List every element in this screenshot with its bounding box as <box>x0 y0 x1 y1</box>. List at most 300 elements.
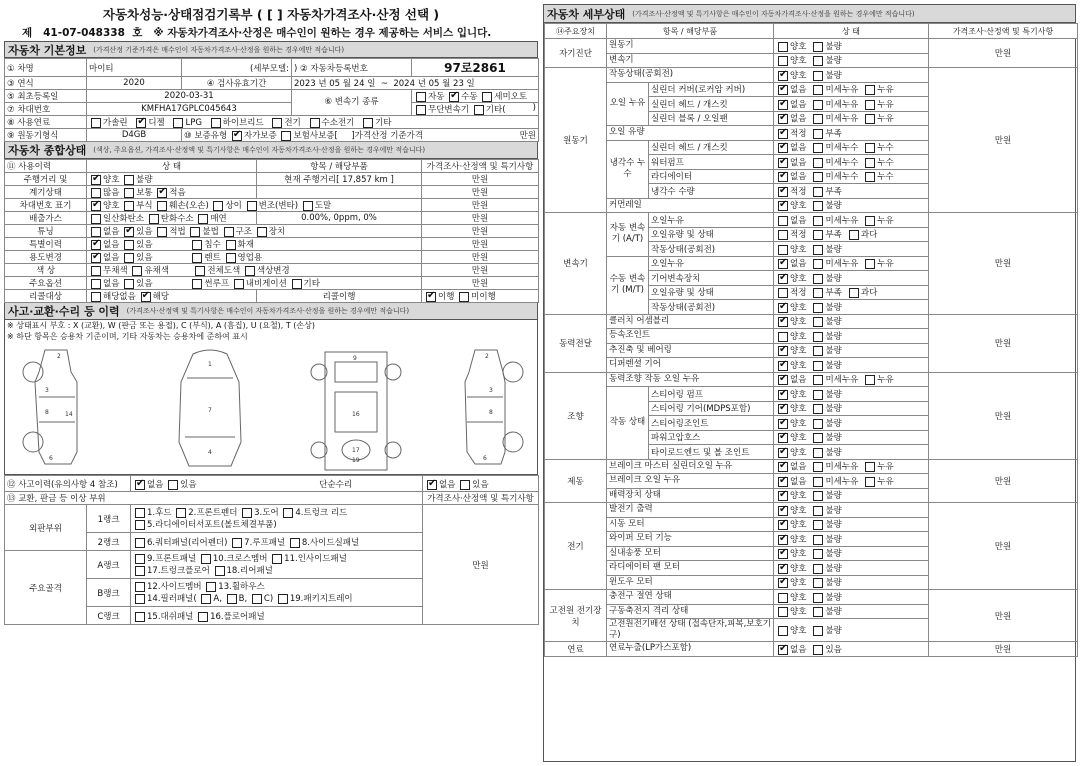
option-label: 있음 <box>180 479 197 490</box>
option-checkbox[interactable] <box>91 279 101 289</box>
option-label: 도말 <box>314 201 332 211</box>
status-checkbox[interactable] <box>778 100 788 110</box>
option-label: 해당없음 <box>103 292 136 302</box>
status-label: 양호 <box>790 244 807 255</box>
status-checkbox[interactable] <box>813 361 823 371</box>
overall-status-table <box>4 159 539 303</box>
option-checkbox[interactable] <box>234 279 244 289</box>
fuel-hybrid-checkbox[interactable] <box>211 118 221 128</box>
recall-notdone-checkbox[interactable] <box>459 292 469 302</box>
option-checkbox[interactable] <box>91 292 101 302</box>
option-checkbox[interactable] <box>124 240 134 250</box>
recall-options <box>422 290 539 303</box>
status-label: 양호 <box>790 360 807 371</box>
row-label: 배출가스 <box>5 212 87 225</box>
status-checkbox[interactable] <box>813 245 823 255</box>
status-options <box>774 285 929 300</box>
status-label: 누유 <box>877 215 894 226</box>
status-checkbox[interactable] <box>813 100 823 110</box>
part-checkbox[interactable] <box>135 566 145 576</box>
status-checkbox[interactable] <box>813 172 823 182</box>
detail-row <box>545 590 1078 605</box>
status-checkbox[interactable] <box>813 274 823 284</box>
basic-info-table <box>4 58 539 142</box>
svg-text:8: 8 <box>45 409 49 416</box>
option-checkbox[interactable] <box>91 214 101 224</box>
status-label: 미세누유 <box>825 85 859 96</box>
fuel-opt-label: 기타 <box>375 118 392 128</box>
fuel-electric-checkbox[interactable] <box>272 118 282 128</box>
status-label: 불량 <box>825 56 842 67</box>
part-checkbox[interactable] <box>252 594 262 604</box>
part-label: 6.쿼터패널(리어펜더) <box>147 537 228 548</box>
row-label: 튜닝 <box>5 225 87 238</box>
status-label: 없음 <box>790 375 807 386</box>
option-checkbox[interactable] <box>124 175 134 185</box>
option-label: 없음 <box>103 253 120 263</box>
status-label: 미세누유 <box>825 114 859 125</box>
status-checkbox[interactable] <box>813 607 823 617</box>
option-checkbox[interactable] <box>226 253 236 263</box>
status-options <box>774 619 929 642</box>
fuel-lpg-checkbox[interactable] <box>173 118 183 128</box>
detail-h1: ⑭주요장치 <box>545 24 607 39</box>
option-checkbox[interactable] <box>257 227 267 237</box>
status-checkbox[interactable] <box>865 477 875 487</box>
status-checkbox[interactable] <box>778 216 788 226</box>
option-checkbox[interactable] <box>247 201 257 211</box>
part-checkbox[interactable] <box>135 612 145 622</box>
option-checkbox[interactable] <box>192 253 202 263</box>
simple-yes-checkbox[interactable] <box>460 480 470 490</box>
status-checkbox[interactable] <box>813 462 823 472</box>
part-checkbox[interactable] <box>206 582 216 592</box>
fuel-other-checkbox[interactable] <box>363 118 373 128</box>
detail-model-cell <box>182 59 292 77</box>
overall-h1: ⑪ 사용이력 <box>5 160 87 173</box>
left-column <box>4 4 538 762</box>
trans-other-checkbox[interactable] <box>474 105 484 115</box>
trans-manual-checkbox[interactable] <box>449 92 459 102</box>
part-checkbox[interactable] <box>135 520 145 530</box>
option-checkbox[interactable] <box>91 227 101 237</box>
trans-semi-checkbox[interactable] <box>482 92 492 102</box>
status-label: 미세누유 <box>825 462 859 473</box>
status-label: 불량 <box>825 592 842 603</box>
option-checkbox[interactable] <box>192 279 202 289</box>
status-checkbox[interactable] <box>865 143 875 153</box>
status-options <box>774 358 929 373</box>
price-cell: 만원 <box>422 212 539 225</box>
status-checkbox[interactable] <box>813 375 823 385</box>
status-label: 불량 <box>825 244 842 255</box>
status-checkbox[interactable] <box>865 462 875 472</box>
status-checkbox[interactable] <box>813 85 823 95</box>
status-checkbox[interactable] <box>778 491 788 501</box>
part-checkbox[interactable] <box>278 594 288 604</box>
accident-history-label: ⑫ 사고이력(유의사항 4 참조) <box>5 476 131 492</box>
status-checkbox[interactable] <box>813 129 823 139</box>
detail-status-header <box>544 5 1075 23</box>
item-label: 추진축 및 베어링 <box>607 343 774 358</box>
status-checkbox[interactable] <box>778 85 788 95</box>
status-label: 불량 <box>825 491 842 502</box>
option-checkbox[interactable] <box>141 292 151 302</box>
fuel-opt-label: 전기 <box>284 118 301 128</box>
option-checkbox[interactable] <box>213 201 223 211</box>
option-checkbox[interactable] <box>132 266 142 276</box>
status-checkbox[interactable] <box>813 303 823 313</box>
item-label: 실린더 커버(로커암 커버) <box>649 82 774 97</box>
status-label: 양호 <box>790 549 807 560</box>
status-checkbox[interactable] <box>813 288 823 298</box>
status-checkbox[interactable] <box>813 448 823 458</box>
status-checkbox[interactable] <box>813 477 823 487</box>
part-checkbox[interactable] <box>135 538 145 548</box>
fuel-diesel-checkbox[interactable] <box>136 118 146 128</box>
status-checkbox[interactable] <box>778 626 788 636</box>
status-options <box>774 590 929 605</box>
part-checkbox[interactable] <box>201 554 211 564</box>
status-checkbox[interactable] <box>778 143 788 153</box>
status-checkbox[interactable] <box>813 201 823 211</box>
status-checkbox[interactable] <box>865 375 875 385</box>
price-cell: 만원 <box>422 251 539 264</box>
status-checkbox[interactable] <box>813 535 823 545</box>
option-checkbox[interactable] <box>124 201 134 211</box>
part-checkbox[interactable] <box>135 582 145 592</box>
row-label: 계기상태 <box>5 186 87 199</box>
status-checkbox[interactable] <box>778 549 788 559</box>
row-options <box>87 173 257 186</box>
simple-none-checkbox[interactable] <box>427 480 437 490</box>
status-checkbox[interactable] <box>849 288 859 298</box>
price-cell: 만원 <box>422 199 539 212</box>
svg-text:6: 6 <box>49 455 53 462</box>
option-label: 있음 <box>136 253 153 263</box>
trans-opt-label: 자동 <box>428 92 445 102</box>
overall-status-header <box>4 142 538 159</box>
status-checkbox[interactable] <box>865 172 875 182</box>
part-checkbox[interactable] <box>232 538 242 548</box>
ho-label: 호 <box>132 27 143 39</box>
part-checkbox[interactable] <box>227 594 237 604</box>
status-options <box>774 642 929 657</box>
status-checkbox[interactable] <box>778 172 788 182</box>
trans-auto-checkbox[interactable] <box>416 92 426 102</box>
status-label: 불량 <box>825 433 842 444</box>
status-checkbox[interactable] <box>778 317 788 327</box>
option-checkbox[interactable] <box>91 188 101 198</box>
status-checkbox[interactable] <box>778 361 788 371</box>
item-label: 브레이크 마스터 실린더오일 누유 <box>607 459 774 474</box>
status-checkbox[interactable] <box>778 259 788 269</box>
status-label: 불량 <box>825 201 842 212</box>
status-checkbox[interactable] <box>849 230 859 240</box>
status-checkbox[interactable] <box>865 85 875 95</box>
svg-text:4: 4 <box>208 449 212 456</box>
price-cell: 만원 <box>929 314 1078 372</box>
row-label: 용도변경 <box>5 251 87 264</box>
status-checkbox[interactable] <box>813 259 823 269</box>
option-checkbox[interactable] <box>91 266 101 276</box>
option-checkbox[interactable] <box>124 253 134 263</box>
car-outline-diagram[interactable] <box>5 342 537 474</box>
right-column <box>543 4 1076 762</box>
status-checkbox[interactable] <box>813 506 823 516</box>
status-checkbox[interactable] <box>778 462 788 472</box>
price-unit: 만원 <box>519 131 536 141</box>
status-checkbox[interactable] <box>778 187 788 197</box>
status-label: 미세누유 <box>825 99 859 110</box>
status-options <box>774 488 929 503</box>
status-checkbox[interactable] <box>778 433 788 443</box>
svg-text:3: 3 <box>489 387 493 394</box>
status-label: 없음 <box>790 215 807 226</box>
part-checkbox[interactable] <box>215 566 225 576</box>
item-label: 클러치 어셈블리 <box>607 314 774 329</box>
status-options <box>774 561 929 576</box>
trans-cvt-checkbox[interactable] <box>416 105 426 115</box>
option-checkbox[interactable] <box>91 175 101 185</box>
option-checkbox[interactable] <box>149 214 159 224</box>
status-checkbox[interactable] <box>778 645 788 655</box>
accident-none-checkbox[interactable] <box>135 480 145 490</box>
option-label: 화재 <box>237 240 254 250</box>
status-checkbox[interactable] <box>813 346 823 356</box>
status-label: 불량 <box>825 331 842 342</box>
status-checkbox[interactable] <box>778 448 788 458</box>
part-checkbox[interactable] <box>242 508 252 518</box>
status-checkbox[interactable] <box>813 158 823 168</box>
status-checkbox[interactable] <box>778 535 788 545</box>
part-checkbox[interactable] <box>135 594 145 604</box>
option-label: 양호 <box>103 175 120 185</box>
part-label: 15.대쉬패널 <box>147 611 194 622</box>
status-checkbox[interactable] <box>813 230 823 240</box>
item-label: 타이로드엔드 및 볼 조인트 <box>649 445 774 460</box>
svg-text:7: 7 <box>208 407 212 414</box>
status-label: 누유 <box>877 375 894 386</box>
option-label: 침수 <box>204 240 221 250</box>
status-checkbox[interactable] <box>778 506 788 516</box>
option-label: 있음 <box>136 227 153 237</box>
simple-repair-options <box>423 476 539 492</box>
row-options <box>87 251 422 264</box>
status-checkbox[interactable] <box>778 593 788 603</box>
status-checkbox[interactable] <box>778 201 788 211</box>
status-label: 양호 <box>790 447 807 458</box>
part-checkbox[interactable] <box>176 508 186 518</box>
part-checkbox[interactable] <box>272 554 282 564</box>
item-label: 기어변속장치 <box>649 271 774 286</box>
status-checkbox[interactable] <box>813 114 823 124</box>
option-checkbox[interactable] <box>157 201 167 211</box>
status-checkbox[interactable] <box>813 491 823 501</box>
basic-info-header <box>4 42 538 58</box>
status-checkbox[interactable] <box>778 332 788 342</box>
price-cell: 만원 <box>929 68 1078 213</box>
status-checkbox[interactable] <box>813 332 823 342</box>
option-checkbox[interactable] <box>192 240 202 250</box>
status-checkbox[interactable] <box>778 71 788 81</box>
price-cell: 만원 <box>929 459 1078 503</box>
status-checkbox[interactable] <box>778 477 788 487</box>
trans-opt-label: 수동 <box>461 92 478 102</box>
status-checkbox[interactable] <box>813 549 823 559</box>
accident-yes-checkbox[interactable] <box>168 480 178 490</box>
status-checkbox[interactable] <box>813 404 823 414</box>
option-checkbox[interactable] <box>91 240 101 250</box>
status-checkbox[interactable] <box>865 158 875 168</box>
status-checkbox[interactable] <box>813 564 823 574</box>
status-checkbox[interactable] <box>778 129 788 139</box>
part-checkbox[interactable] <box>135 554 145 564</box>
rank2-items <box>131 533 423 551</box>
warranty-self-checkbox[interactable] <box>232 131 242 141</box>
option-checkbox[interactable] <box>157 188 167 198</box>
basic-info-note: (가격산정 기준가격은 매수인이 자동차가격조사·산정을 원하는 경우에만 적습니다) <box>93 45 345 54</box>
status-label: 누유 <box>877 259 894 270</box>
status-checkbox[interactable] <box>813 578 823 588</box>
option-checkbox[interactable] <box>245 266 255 276</box>
part-checkbox[interactable] <box>198 612 208 622</box>
simple-repair-label: 단순수리 <box>319 479 353 490</box>
status-checkbox[interactable] <box>778 288 788 298</box>
row-options <box>87 264 422 277</box>
recall-label: 리콜이행 <box>257 290 422 303</box>
part-label: C) <box>263 593 274 604</box>
reg-label: ② 자동차등록번호 <box>300 63 368 74</box>
item-label: 작동상태(공회전) <box>607 68 774 83</box>
option-checkbox[interactable] <box>224 227 234 237</box>
group-label: 자기진단 <box>545 39 607 68</box>
option-label: 변조(변타) <box>258 201 299 211</box>
option-checkbox[interactable] <box>303 201 313 211</box>
fuel-gasoline-checkbox[interactable] <box>91 118 101 128</box>
status-checkbox[interactable] <box>778 158 788 168</box>
item-label: 실내송풍 모터 <box>607 546 774 561</box>
option-checkbox[interactable] <box>292 279 302 289</box>
part-checkbox[interactable] <box>290 538 300 548</box>
row-label: 리콜대상 <box>5 290 87 303</box>
status-checkbox[interactable] <box>778 520 788 530</box>
status-checkbox[interactable] <box>813 645 823 655</box>
status-checkbox[interactable] <box>778 230 788 240</box>
status-checkbox[interactable] <box>865 100 875 110</box>
row-label: 차대번호 표기 <box>5 199 87 212</box>
status-checkbox[interactable] <box>813 433 823 443</box>
status-checkbox[interactable] <box>813 419 823 429</box>
status-checkbox[interactable] <box>778 42 788 52</box>
status-options <box>774 111 929 126</box>
group-label: 동력전달 <box>545 314 607 372</box>
part-checkbox[interactable] <box>283 508 293 518</box>
status-checkbox[interactable] <box>813 626 823 636</box>
status-checkbox[interactable] <box>865 114 875 124</box>
part-label: 13.휠하우스 <box>218 581 265 592</box>
svg-text:16: 16 <box>352 411 360 418</box>
status-options <box>774 300 929 315</box>
option-label: 없음 <box>147 479 164 490</box>
status-checkbox[interactable] <box>778 404 788 414</box>
status-options <box>774 430 929 445</box>
detail-model-end: ) <box>294 63 298 74</box>
part-checkbox[interactable] <box>201 594 211 604</box>
status-checkbox[interactable] <box>865 259 875 269</box>
status-label: 없음 <box>790 157 807 168</box>
part-label: 1.후드 <box>147 507 172 518</box>
status-checkbox[interactable] <box>778 578 788 588</box>
fuel-hydrogen-checkbox[interactable] <box>310 118 320 128</box>
rankA-items <box>131 551 423 579</box>
status-options <box>774 401 929 416</box>
status-checkbox[interactable] <box>813 71 823 81</box>
option-checkbox[interactable] <box>91 253 101 263</box>
item-label: 스티어링 기어(MDPS포함) <box>649 401 774 416</box>
status-label: 없음 <box>790 114 807 125</box>
option-checkbox[interactable] <box>195 266 205 276</box>
status-checkbox[interactable] <box>813 143 823 153</box>
status-checkbox[interactable] <box>778 419 788 429</box>
item-label: 작동상태(공회전) <box>649 242 774 257</box>
overall-h4: 가격조사·산정액 및 특기사항 <box>422 160 539 173</box>
status-checkbox[interactable] <box>778 564 788 574</box>
option-checkbox[interactable] <box>91 201 101 211</box>
status-checkbox[interactable] <box>778 607 788 617</box>
status-checkbox[interactable] <box>865 216 875 226</box>
status-label: 부족 <box>825 230 842 241</box>
status-options <box>774 198 929 213</box>
option-label: 탄화수소 <box>160 214 194 224</box>
status-checkbox[interactable] <box>813 520 823 530</box>
part-checkbox[interactable] <box>135 508 145 518</box>
status-checkbox[interactable] <box>778 303 788 313</box>
status-checkbox[interactable] <box>813 390 823 400</box>
status-checkbox[interactable] <box>778 346 788 356</box>
status-checkbox[interactable] <box>813 593 823 603</box>
recall-done-checkbox[interactable] <box>426 292 436 302</box>
fuel-label: ⑧ 사용연료 <box>5 116 87 129</box>
option-checkbox[interactable] <box>124 188 134 198</box>
option-label: 불량 <box>136 175 153 185</box>
option-checkbox[interactable] <box>190 227 200 237</box>
status-checkbox[interactable] <box>778 390 788 400</box>
option-checkbox[interactable] <box>124 227 134 237</box>
option-checkbox[interactable] <box>124 279 134 289</box>
status-checkbox[interactable] <box>778 274 788 284</box>
status-checkbox[interactable] <box>813 42 823 52</box>
status-checkbox[interactable] <box>778 245 788 255</box>
price-cell: 만원 <box>929 39 1078 68</box>
status-checkbox[interactable] <box>778 114 788 124</box>
status-checkbox[interactable] <box>813 317 823 327</box>
status-checkbox[interactable] <box>813 56 823 66</box>
status-label: 과다 <box>860 288 878 299</box>
status-checkbox[interactable] <box>778 375 788 385</box>
option-checkbox[interactable] <box>157 227 167 237</box>
option-label: 전체도색 <box>207 266 241 276</box>
detail-status-table <box>544 23 1078 657</box>
item-label: 라디에이터 <box>649 169 774 184</box>
option-checkbox[interactable] <box>198 214 208 224</box>
status-checkbox[interactable] <box>813 216 823 226</box>
status-checkbox[interactable] <box>813 187 823 197</box>
option-checkbox[interactable] <box>226 240 236 250</box>
warranty-insurer-checkbox[interactable] <box>281 131 291 141</box>
status-checkbox[interactable] <box>778 56 788 66</box>
price-cell: 만원 <box>929 213 1078 315</box>
